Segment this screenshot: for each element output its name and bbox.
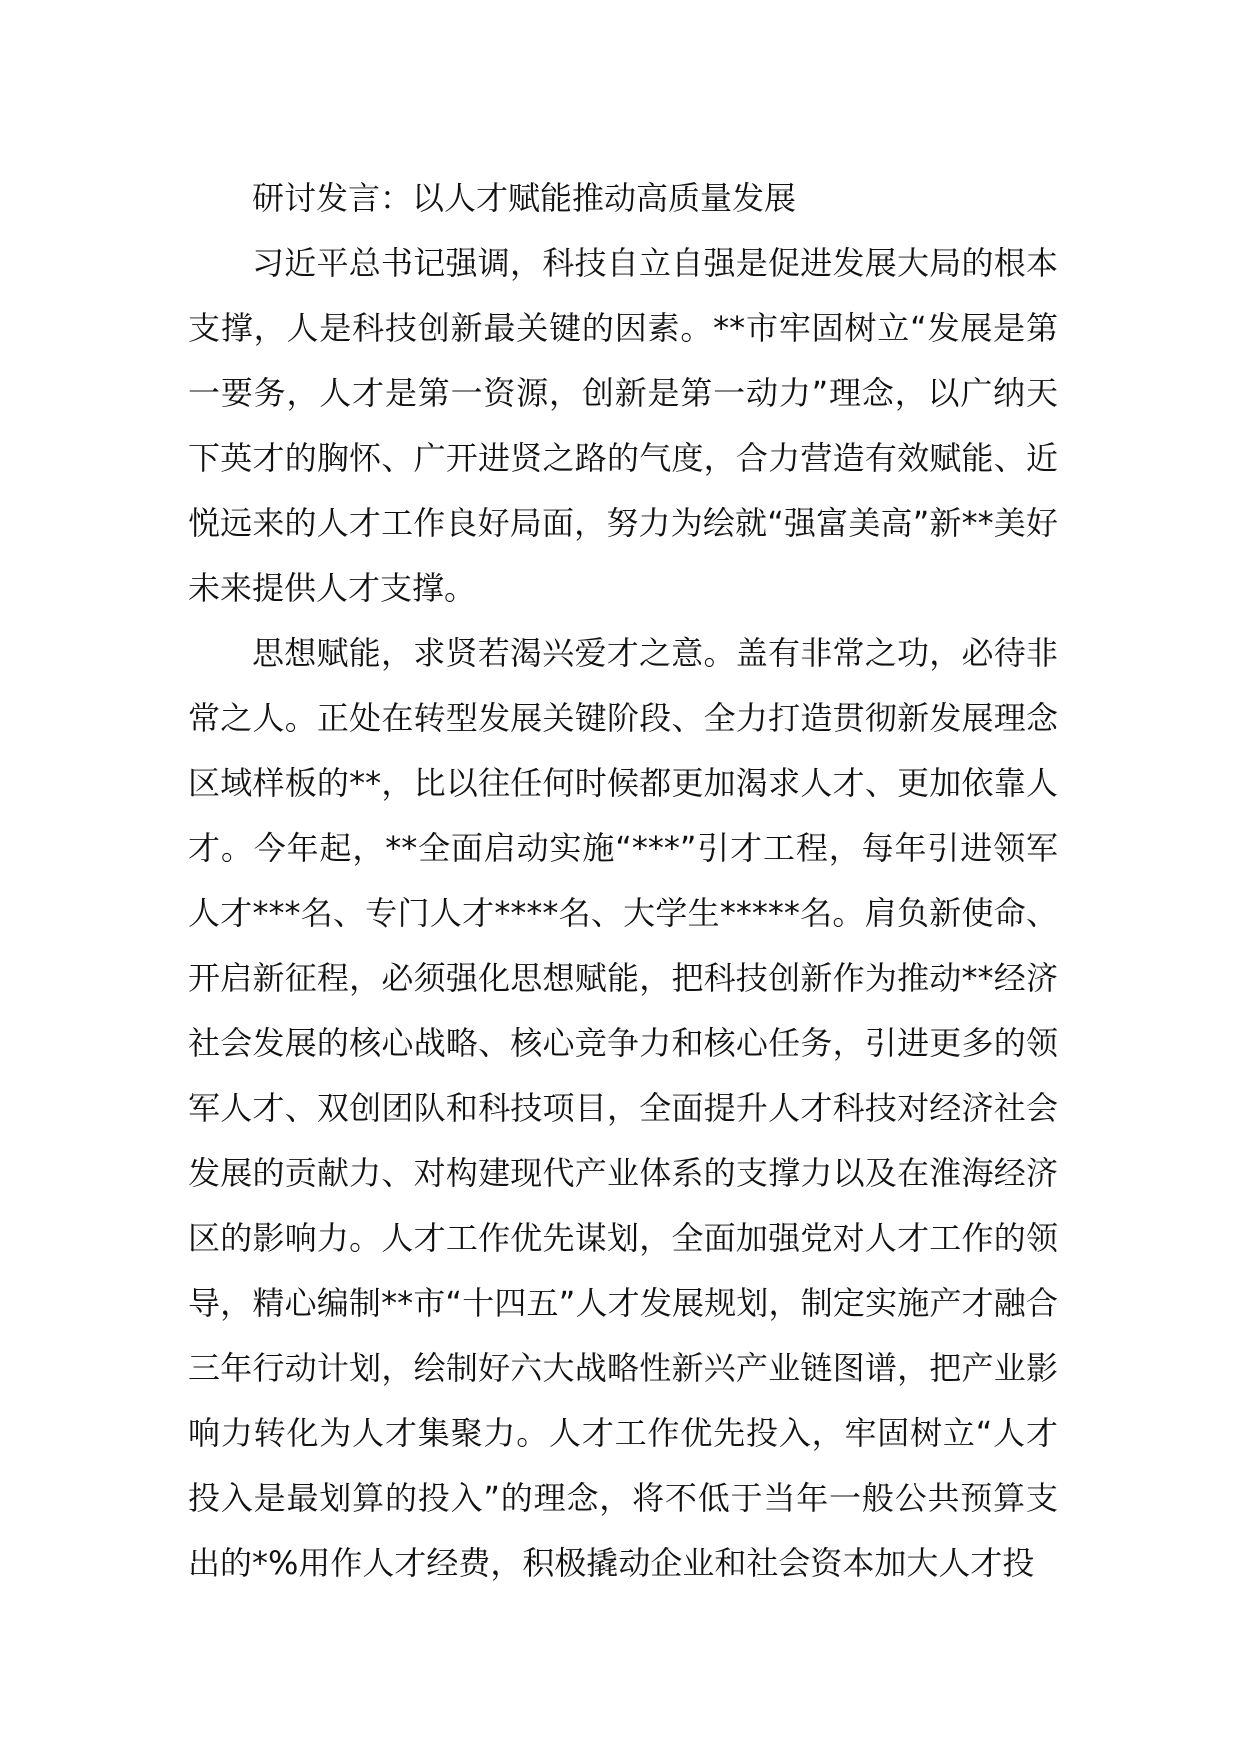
paragraph-intro: 习近平总书记强调，科技自立自强是促进发展大局的根本支撑，人是科技创新最关键的因素。**市牢固树立“发展是第一要务，人才是第一资源，创新是第一动力”理念，以广纳天下英才的胸怀、广开进贤之路的气度，合力营造有效赋能、近悦远来的人才工作良好局面，努力为绘就“强富美高”新**美好未来提供人才支撑。 <box>188 244 1058 607</box>
document-body <box>188 166 1058 1596</box>
document-title: 研讨发言：以人才赋能推动高质量发展 <box>252 179 797 217</box>
paragraph-thought-empowerment: 思想赋能，求贤若渴兴爱才之意。盖有非常之功，必待非常之人。正处在转型发展关键阶段、全力打造贯彻新发展理念区域样板的**，比以往任何时候都更加渴求人才、更加依靠人才。今年起，**全面启动实施“***”引才工程，每年引进领军人才***名、专门人才****名、大学生*****名。肩负新使命、开启新征程，必须强化思想赋能，把科技创新作为推动**经济社会发展的核心战略、核心竞争力和核心任务，引进更多的领军人才、双创团队和科技项目，全面提升人才科技对经济社会发展的贡献力、对构建现代产业体系的支撑力以及在淮海经济区的影响力。人才工作优先谋划，全面加强党对人才工作的领导，精心编制**市“十四五”人才发展规划，制定实施产才融合三年行动计划，绘制好六大战略性新兴产业链图谱，把产业影响力转化为人才集聚力。人才工作优先投入，牢固树立“人才投入是最划算的投入”的理念，将不低于当年一般公共预算支出的*%用作人才经费，积极撬动企业和社会资本加大人才投 <box>188 634 1058 1582</box>
